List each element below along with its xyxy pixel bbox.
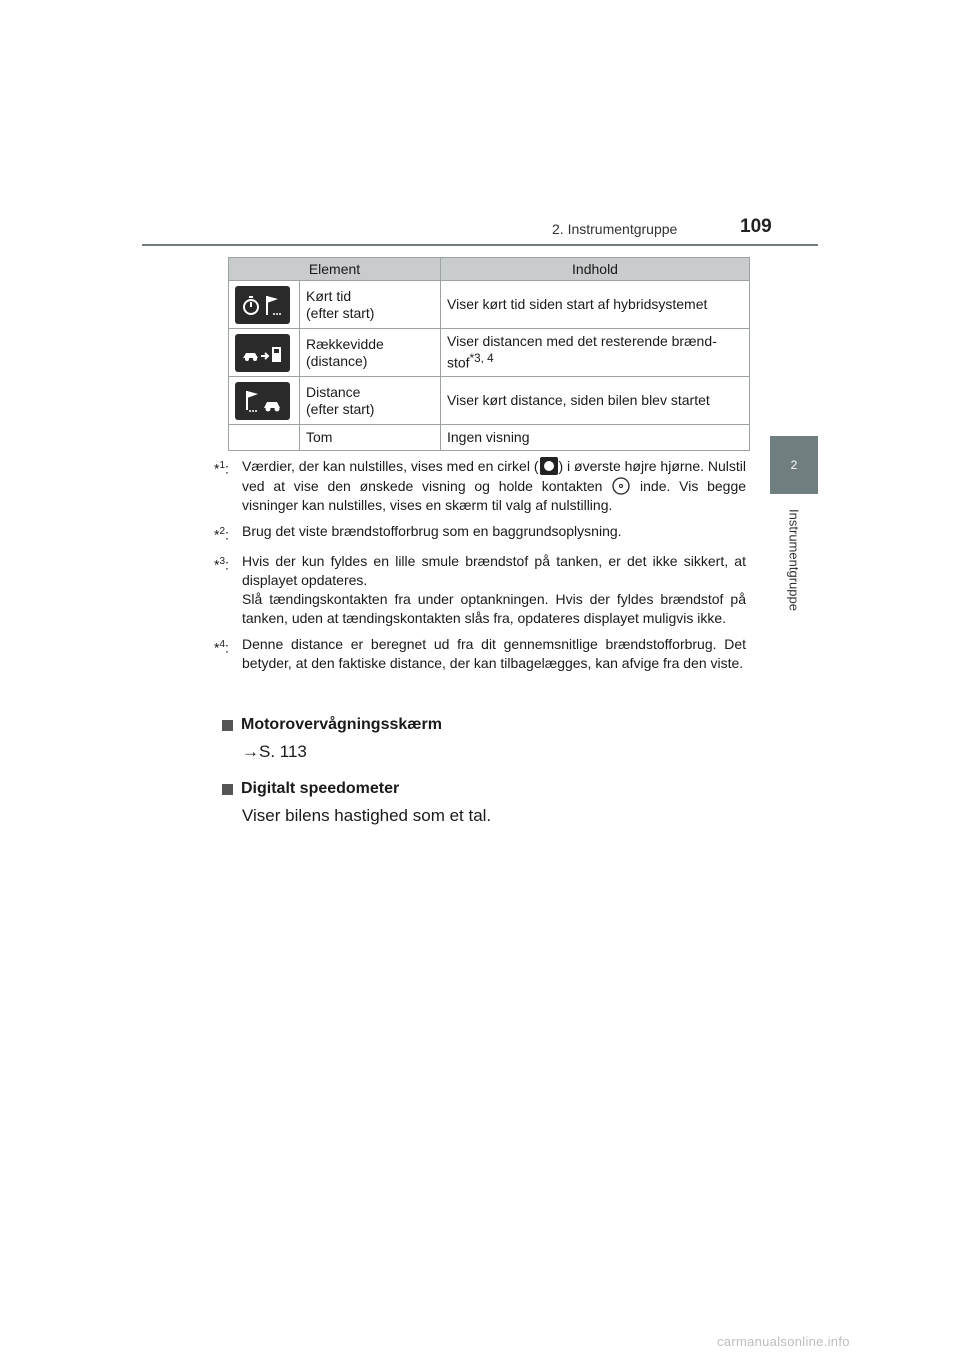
table-cell-icon <box>229 377 300 425</box>
content-text: Viser distancen med det resterende brænd-stof <box>447 333 717 371</box>
table-cell-element: Tom <box>300 425 441 451</box>
table-cell-content: Ingen visning <box>441 425 750 451</box>
section-body: Viser bilens hastighed som et tal. <box>242 806 492 825</box>
table-cell-content: Viser kørt tid siden start af hybridsystemet <box>441 281 750 329</box>
footnote-2 <box>214 522 746 545</box>
column-header-element: Element <box>229 258 441 281</box>
footnote-text: Brug det viste brændstofforbrug som en baggrundsoplysning. <box>242 523 622 539</box>
footnote-paragraph: Hvis der kun fyldes en lille smule brændstof på tanken, er det ikke sikkert, at displayet opdateres. <box>242 552 746 588</box>
footnote-mark: *$^4$: <box>214 638 229 656</box>
reset-circle-icon <box>539 456 559 476</box>
table-row <box>229 329 750 377</box>
table-cell-element: Rækkevidde (distance) <box>300 329 441 377</box>
footnote-mark: *$^1$: <box>214 460 229 477</box>
stopwatch-flag-icon <box>235 286 290 324</box>
header-section-title: 2. Instrumentgruppe <box>552 221 678 237</box>
table-row <box>229 377 750 425</box>
chapter-tab <box>770 436 818 494</box>
footnote-text: Værdier, der kan nulstilles, vises med en cirkel ( ) i øverste højre hjørne. Nulstil ved at vise den ønskede visning og holde kontakten inde. Vis begge visninger kan nulstilles, vises en skærm til valg af nulstilling. <box>242 458 747 513</box>
section-heading: Motorovervågningsskærm <box>222 714 762 736</box>
table-header-row <box>229 258 750 281</box>
section-heading: Digitalt speedometer <box>222 778 762 800</box>
sections <box>222 714 762 842</box>
footnote-ref: *3, 4 <box>469 352 494 366</box>
square-bullet-icon <box>222 784 233 795</box>
chapter-number: 2 <box>790 458 798 472</box>
watermark: carmanualsonline.info <box>717 1334 850 1349</box>
square-bullet-icon <box>222 720 233 731</box>
footnote-text: Denne distance er beregnet ud fra dit gennemsnitlige brændstofforbrug. Det betyder, at den faktiske distance, der kan tilbagelægges, kan afvige fra den viste. <box>242 635 746 671</box>
table-cell-icon <box>229 281 300 329</box>
table-cell-element: Kørt tid (efter start) <box>300 281 441 329</box>
chapter-label: Instrumentgruppe <box>786 509 802 611</box>
flag-car-icon <box>235 382 290 420</box>
section-page-reference[interactable]: →S. 113 <box>242 742 307 761</box>
table-cell-content <box>441 329 750 377</box>
table-cell-icon <box>229 329 300 377</box>
page-number: 109 <box>740 216 772 237</box>
footnote-1 <box>214 456 746 515</box>
footnote-4 <box>214 635 746 673</box>
table-cell-content: Viser kørt distance, siden bilen blev startet <box>441 377 750 425</box>
table-row <box>229 281 750 329</box>
table-cell-element: Distance (efter start) <box>300 377 441 425</box>
column-header-content: Indhold <box>441 258 750 281</box>
meter-switch-icon <box>611 476 631 496</box>
footnote-3 <box>214 552 746 628</box>
table-row <box>229 425 750 451</box>
footnote-mark: *$^2$: <box>214 526 229 543</box>
footnote-paragraph: Slå tændingskontakten fra under optankningen. Hvis der fyldes brændstof på tanken, uden at tændingskontakten slås fra, opdateres displayet muligvis ikke. <box>242 590 746 626</box>
footnote-mark: *$^3$: <box>214 555 229 573</box>
element-table <box>228 257 750 451</box>
header-rule <box>142 244 818 246</box>
car-to-fuel-pump-icon <box>235 334 290 372</box>
footnotes <box>214 456 746 680</box>
footnote-text <box>242 552 746 628</box>
table-cell-icon <box>229 425 300 451</box>
